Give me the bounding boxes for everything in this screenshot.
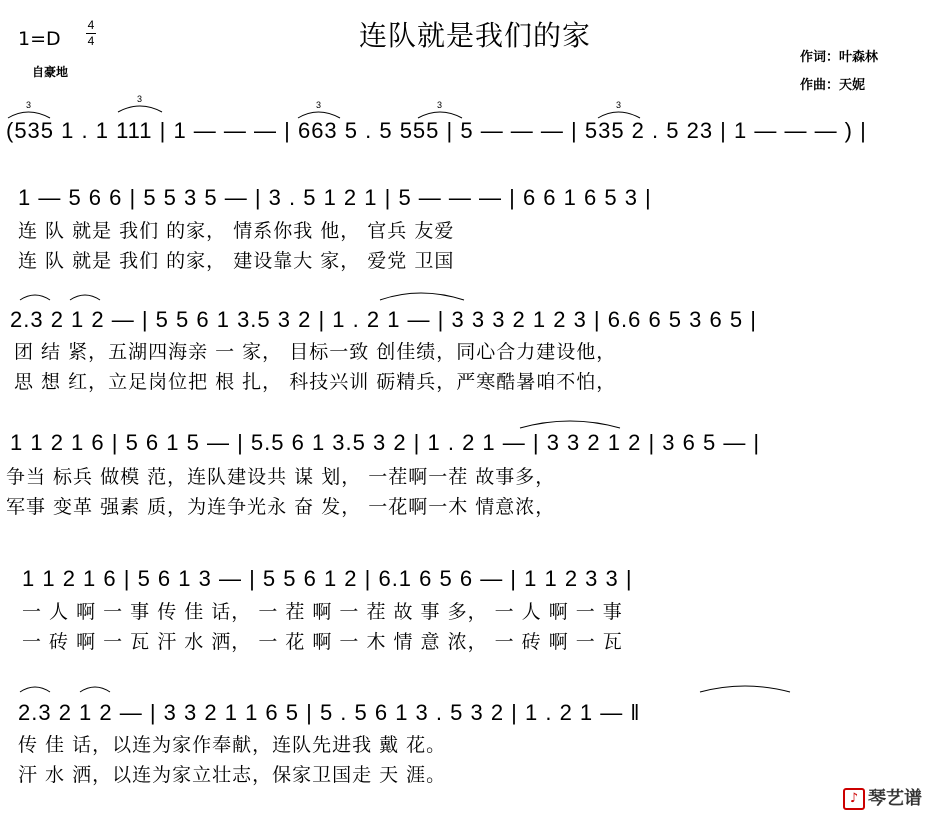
triplet-slur [8,112,50,118]
tie-slur [700,686,790,692]
triplet-number: 3 [26,100,32,110]
notation-line-3: 2.3 2 1 2 — | 5 5 6 1 3.5 3 2 | 1 . 2 1 — | 3 3 3 2 1 2 3 | 6.6 6 5 3 6 5 | [10,307,757,332]
site-watermark [843,784,922,810]
triplet-slur [298,112,340,118]
notation-line-1: (535 1 . 1 111 | 1 — — — | 663 5 . 5 555 | 5 — — — | 535 2 . 5 23 | 1 — — — ) | [6,118,867,143]
slur [20,687,50,692]
meter-top: 4 [87,18,95,32]
tie-slur [520,421,620,428]
composer-credit: 作曲：天妮 [800,78,866,93]
lyric-line-3-verse-1: 团 结 紧，五湖四海亲 一 家， 目标一致 创佳绩，同心合力建设他， [14,341,617,363]
slur [80,687,110,692]
triplet-number: 3 [616,100,622,110]
notation-line-5: 1 1 2 1 6 | 5 6 1 3 — | 5 5 6 1 2 | 6.1 6 5 6 — | 1 1 2 3 3 | [22,566,633,591]
slur [20,295,50,300]
triplet-number: 3 [437,100,443,110]
lyric-line-2-verse-1: 连 队 就是 我们 的家， 情系你我 他， 官兵 友爱 [18,220,455,242]
triplet-slur [118,106,162,112]
tempo-marking: 自豪地 [32,65,69,79]
lyric-line-6-verse-2: 汗 水 洒，以连为家立壮志，保家卫国走 天 涯。 [18,764,447,786]
slur [70,295,100,300]
triplet-number: 3 [137,94,143,104]
logo-icon: ♪ [843,788,865,810]
lyric-line-2-verse-2: 连 队 就是 我们 的家， 建设靠大 家， 爱党 卫国 [18,250,455,272]
notation-line-6: 2.3 2 1 2 — | 3 3 2 1 1 6 5 | 5 . 5 6 1 3 . 5 3 2 | 1 . 2 1 — ‖ [18,700,641,725]
notation-line-4: 1 1 2 1 6 | 5 6 1 5 — | 5.5 6 1 3.5 3 2 | 1 . 2 1 — | 3 3 2 1 2 | 3 6 5 — | [10,430,761,455]
lyric-line-4-verse-2: 军事 变革 强素 质，为连争光永 奋 发， 一花啊一木 情意浓， [6,496,556,518]
lyric-line-4-verse-1: 争当 标兵 做模 范，连队建设共 谋 划， 一茬啊一茬 故事多， [6,466,556,488]
key-signature: 1=D [18,28,61,50]
tie-slur [380,293,464,300]
song-title: 连队就是我们的家 [358,19,591,52]
lyric-line-5-verse-2: 一 砖 啊 一 瓦 汗 水 洒， 一 花 啊 一 木 情 意 浓， 一 砖 啊 一 瓦 [22,631,623,653]
triplet-slur [598,112,640,118]
watermark-text: 琴艺谱 [868,788,922,809]
lyric-line-3-verse-2: 思 想 红，立足岗位把 根 扎， 科技兴训 砺精兵，严寒酷暑咱不怕， [14,371,617,393]
lyric-line-6-verse-1: 传 佳 话，以连为家作奉献，连队先进我 戴 花。 [18,734,447,756]
lyric-line-5-verse-1: 一 人 啊 一 事 传 佳 话， 一 茬 啊 一 茬 故 事 多， 一 人 啊 一 事 [22,601,623,623]
lyricist-credit: 作词：叶森林 [800,50,879,65]
triplet-number: 3 [316,100,322,110]
notation-line-2: 1 — 5 6 6 | 5 5 3 5 — | 3 . 5 1 2 1 | 5 — — — | 6 6 1 6 5 3 | [18,185,652,210]
triplet-slur [418,112,462,118]
meter-bottom: 4 [87,34,95,48]
